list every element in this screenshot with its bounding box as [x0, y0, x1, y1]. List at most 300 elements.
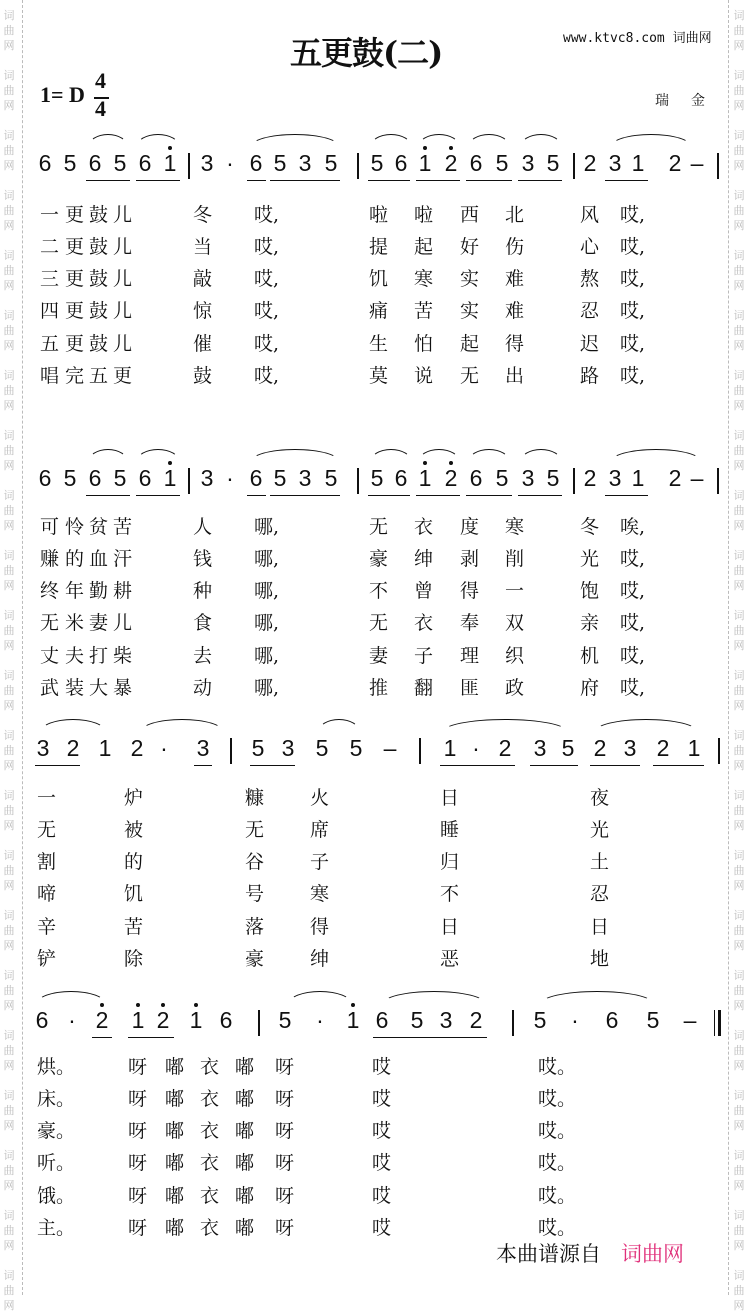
underline: [194, 765, 212, 766]
lyric: 落: [245, 916, 265, 938]
slur: [88, 449, 128, 462]
lyric: 绅: [310, 948, 330, 970]
lyric: 起: [414, 236, 434, 258]
note: 5: [278, 1007, 292, 1033]
note: 5: [273, 150, 287, 176]
lyric: 丈: [40, 645, 60, 667]
lyric: 五: [40, 333, 60, 355]
lyric: 光: [590, 819, 610, 841]
lyric: 鼓: [89, 268, 109, 290]
lyric: 翻: [414, 677, 434, 699]
key-signature: 1= D: [40, 82, 85, 107]
barline: [512, 1010, 514, 1036]
watermark-text: 词 曲 网: [733, 69, 745, 112]
lyric: 不: [440, 883, 460, 905]
underline: [86, 180, 130, 181]
slur: [88, 134, 128, 147]
note: 3: [36, 735, 50, 761]
lyric: 可: [40, 516, 60, 538]
note: 1: [631, 465, 645, 491]
watermark-text: 词 曲 网: [3, 909, 15, 952]
note: 6: [375, 1007, 389, 1033]
lyric: 得: [310, 916, 330, 938]
lyric: 哎。: [538, 1217, 577, 1239]
lyric: 伤: [505, 236, 525, 258]
lyric: 鼓: [89, 333, 109, 355]
lyric: 光: [580, 548, 600, 570]
lyric: 莫: [369, 365, 389, 387]
note: 6: [38, 465, 52, 491]
lyric: 更: [113, 365, 133, 387]
slur: [36, 991, 106, 1004]
lyric: 不: [369, 580, 389, 602]
lyric: 哎,: [620, 645, 646, 667]
barline: [718, 738, 720, 764]
note: 5: [349, 735, 363, 761]
lyric: 豪: [245, 948, 265, 970]
watermark-text: 词 曲 网: [733, 849, 745, 892]
underline: [440, 765, 515, 766]
lyric: 路: [580, 365, 600, 387]
note: 6: [394, 465, 408, 491]
lyric: 啦: [369, 204, 389, 226]
time-sig-bottom: 4: [95, 96, 106, 121]
lyric: 号: [245, 883, 265, 905]
lyric: 好: [460, 236, 480, 258]
dash: –: [383, 735, 397, 761]
lyric: 鼓: [89, 204, 109, 226]
slur: [540, 991, 654, 1004]
barline: [258, 1010, 260, 1036]
lyric: 人: [193, 516, 213, 538]
lyric: 儿: [113, 300, 133, 322]
dot: ·: [571, 1007, 579, 1033]
note: 5: [561, 735, 575, 761]
lyric: 哪,: [254, 516, 280, 538]
note: 6: [138, 465, 152, 491]
barline: [573, 468, 575, 494]
note: 1: [343, 1007, 363, 1034]
lyric: 哎,: [620, 548, 646, 570]
lyric: 装: [65, 677, 85, 699]
barline: [717, 468, 719, 494]
lyric: 得: [460, 580, 480, 602]
lyric: 哎,: [620, 268, 646, 290]
lyric: 呀: [128, 1152, 148, 1174]
lyric: 一: [505, 580, 525, 602]
lyric: 心: [580, 236, 600, 258]
dash: –: [683, 1007, 697, 1033]
lyric: 炉: [124, 787, 144, 809]
slur: [418, 449, 460, 462]
barline: [188, 468, 190, 494]
underline: [605, 495, 648, 496]
lyric: 呀: [275, 1056, 295, 1078]
dash: –: [690, 465, 704, 491]
lyric: 嘟: [165, 1120, 185, 1142]
site-url[interactable]: www.ktvc8.com 词曲网: [563, 31, 712, 46]
watermark-text: 词 曲 网: [3, 309, 15, 352]
lyric: 哎,: [620, 677, 646, 699]
watermark-text: 词 曲 网: [3, 729, 15, 772]
watermark-text: 词 曲 网: [3, 1269, 15, 1312]
lyric: 匪: [460, 677, 480, 699]
watermark-text: 词 曲 网: [733, 669, 745, 712]
note: 3: [298, 150, 312, 176]
lyric: 迟: [580, 333, 600, 355]
watermark-text: 词 曲 网: [733, 189, 745, 232]
final-barline: [714, 1010, 715, 1036]
note: 2: [498, 735, 512, 761]
watermark-text: 词 曲 网: [733, 789, 745, 832]
watermark-text: 词 曲 网: [733, 369, 745, 412]
lyric: 归: [440, 851, 460, 873]
lyric: 儿: [113, 204, 133, 226]
lyric: 哎。: [538, 1056, 577, 1078]
underline: [86, 495, 130, 496]
barline: [573, 153, 575, 179]
slur: [318, 719, 360, 732]
lyric: 种: [193, 580, 213, 602]
underline: [416, 495, 460, 496]
note: 1: [160, 465, 180, 492]
watermark-text: 词 曲 网: [3, 429, 15, 472]
lyric: 鼓: [89, 300, 109, 322]
lyric: 日: [440, 916, 460, 938]
watermark-text: 词 曲 网: [3, 9, 15, 52]
note: 5: [410, 1007, 424, 1033]
lyric: 熬: [580, 268, 600, 290]
slur: [418, 134, 460, 147]
footer-brand[interactable]: 词曲网: [621, 1242, 684, 1266]
slur: [288, 991, 352, 1004]
lyric: 哎,: [620, 236, 646, 258]
lyric: 恶: [440, 948, 460, 970]
lyric: 饥: [124, 883, 144, 905]
watermark-text: 词 曲 网: [733, 969, 745, 1012]
lyric: 四: [40, 300, 60, 322]
underline: [373, 1037, 487, 1038]
watermark-text: 词 曲 网: [3, 1029, 15, 1072]
lyric: 得: [505, 333, 525, 355]
lyric: 惊: [193, 300, 213, 322]
lyric: 豪: [369, 548, 389, 570]
watermark-text: 词 曲 网: [733, 129, 745, 172]
lyric: 儿: [113, 268, 133, 290]
dot: ·: [68, 1007, 76, 1033]
lyric: 冬: [580, 516, 600, 538]
lyric: 暴: [113, 677, 133, 699]
lyric: 火: [310, 787, 330, 809]
underline: [92, 1037, 112, 1038]
lyric: 子: [414, 645, 434, 667]
lyric: 呀: [128, 1120, 148, 1142]
watermark-text: 词 曲 网: [3, 1089, 15, 1132]
lyric: 衣: [414, 516, 434, 538]
barline: [717, 153, 719, 179]
lyric: 嘟: [235, 1152, 255, 1174]
lyric: 割: [37, 851, 57, 873]
author: 瑞金: [655, 93, 727, 109]
lyric: 衣: [414, 612, 434, 634]
lyric: 嘟: [235, 1088, 255, 1110]
underline: [247, 180, 266, 181]
underline: [416, 180, 460, 181]
underline: [247, 495, 266, 496]
lyric: 哎,: [620, 300, 646, 322]
note: 2: [469, 1007, 483, 1033]
lyric: 起: [460, 333, 480, 355]
right-border: [728, 0, 729, 1295]
note: 5: [646, 1007, 660, 1033]
underline: [605, 180, 648, 181]
lyric: 怕: [414, 333, 434, 355]
slur: [382, 991, 486, 1004]
lyric: 子: [310, 851, 330, 873]
watermark-text: 词 曲 网: [733, 489, 745, 532]
lyric: 哎,: [254, 365, 280, 387]
note: 2: [92, 1007, 112, 1034]
lyric: 哎,: [620, 204, 646, 226]
lyric: 哎,: [620, 612, 646, 634]
lyric: 实: [460, 268, 480, 290]
lyric: 嘟: [165, 1217, 185, 1239]
watermark-text: 词 曲 网: [3, 69, 15, 112]
lyric: 赚: [40, 548, 60, 570]
lyric: 催: [193, 333, 213, 355]
note: 3: [200, 150, 214, 176]
lyric: 耕: [113, 580, 133, 602]
watermark-text: 词 曲 网: [733, 549, 745, 592]
lyric: 土: [590, 851, 610, 873]
lyric: 妻: [89, 612, 109, 634]
barline: [357, 153, 359, 179]
lyric: 听。: [37, 1152, 76, 1174]
lyric: 哎。: [538, 1088, 577, 1110]
underline: [35, 765, 80, 766]
lyric: 实: [460, 300, 480, 322]
underline: [250, 765, 295, 766]
note: 1: [415, 150, 435, 177]
lyric: 忍: [590, 883, 610, 905]
watermark-text: 词 曲 网: [733, 429, 745, 472]
lyric: 除: [124, 948, 144, 970]
note: 2: [656, 735, 670, 761]
note: 6: [469, 150, 483, 176]
watermark-text: 词 曲 网: [733, 609, 745, 652]
lyric: 睡: [440, 819, 460, 841]
note: 3: [521, 465, 535, 491]
lyric: 呀: [275, 1120, 295, 1142]
note: 3: [200, 465, 214, 491]
note: 5: [370, 150, 384, 176]
underline: [466, 495, 512, 496]
note: 6: [249, 465, 263, 491]
lyric: 哪,: [254, 677, 280, 699]
note: 6: [469, 465, 483, 491]
lyric: 哎。: [538, 1152, 577, 1174]
time-sig-top: 4: [95, 68, 106, 93]
lyric: 哎。: [538, 1120, 577, 1142]
lyric: 的: [65, 548, 85, 570]
note: 5: [324, 465, 338, 491]
note: 6: [219, 1007, 233, 1033]
lyric: 衣: [200, 1185, 220, 1207]
lyric: 更: [65, 333, 85, 355]
underline: [128, 1037, 174, 1038]
lyric: 苦: [414, 300, 434, 322]
lyric: 夫: [65, 645, 85, 667]
barline: [419, 738, 421, 764]
note: 3: [281, 735, 295, 761]
note: 1: [631, 150, 645, 176]
underline: [270, 495, 340, 496]
lyric: 年: [65, 580, 85, 602]
slur: [468, 449, 510, 462]
watermark-text: 词 曲 网: [733, 909, 745, 952]
lyric: 敲: [193, 268, 213, 290]
note: 5: [324, 150, 338, 176]
note: 3: [439, 1007, 453, 1033]
slur: [136, 449, 180, 462]
lyric: 呀: [128, 1056, 148, 1078]
lyric: 地: [590, 948, 610, 970]
lyric: 哎: [372, 1217, 392, 1239]
underline: [518, 180, 562, 181]
note: 2: [441, 150, 461, 177]
watermark-text: 词 曲 网: [733, 9, 745, 52]
dot: ·: [226, 150, 234, 176]
note: 2: [668, 465, 682, 491]
lyric: 更: [65, 236, 85, 258]
lyric: 无: [40, 612, 60, 634]
lyric: 三: [40, 268, 60, 290]
underline: [136, 180, 180, 181]
watermark-text: 词 曲 网: [3, 189, 15, 232]
lyric: 度: [460, 516, 480, 538]
lyric: 哎: [372, 1185, 392, 1207]
lyric: 哎,: [254, 204, 280, 226]
lyric: 贫: [89, 516, 109, 538]
note: 2: [593, 735, 607, 761]
lyric: 绅: [414, 548, 434, 570]
lyric: 衣: [200, 1120, 220, 1142]
slur: [250, 134, 340, 147]
note: 1: [160, 150, 180, 177]
dot: ·: [472, 735, 480, 761]
lyric: 衣: [200, 1217, 220, 1239]
lyric: 哎: [372, 1088, 392, 1110]
lyric: 苦: [124, 916, 144, 938]
lyric: 嘟: [165, 1056, 185, 1078]
watermark-text: 词 曲 网: [3, 369, 15, 412]
lyric: 痛: [369, 300, 389, 322]
note: 2: [441, 465, 461, 492]
lyric: 理: [460, 645, 480, 667]
lyric: 更: [65, 204, 85, 226]
lyric: 无: [369, 516, 389, 538]
lyric: 儿: [113, 236, 133, 258]
note: 5: [63, 465, 77, 491]
lyric: 米: [65, 612, 85, 634]
note: 5: [113, 150, 127, 176]
watermark-text: 词 曲 网: [733, 1269, 745, 1312]
lyric: 寒: [310, 883, 330, 905]
lyric: 啼: [37, 883, 57, 905]
lyric: 西: [460, 204, 480, 226]
note: 5: [315, 735, 329, 761]
note: 6: [88, 150, 102, 176]
song-title: 五更鼓(二): [290, 34, 443, 72]
note: 5: [533, 1007, 547, 1033]
lyric: 嘟: [165, 1152, 185, 1174]
lyric: 哪,: [254, 548, 280, 570]
note: 6: [38, 150, 52, 176]
barline: [357, 468, 359, 494]
footer-prefix: 本曲谱源自: [496, 1242, 601, 1266]
watermark-text: 词 曲 网: [3, 1209, 15, 1252]
note: 3: [623, 735, 637, 761]
underline: [518, 495, 562, 496]
watermark-text: 词 曲 网: [3, 249, 15, 292]
barline: [230, 738, 232, 764]
lyric: 日: [440, 787, 460, 809]
lyric: 儿: [113, 333, 133, 355]
left-border: [22, 0, 23, 1295]
note: 3: [196, 735, 210, 761]
note: 6: [88, 465, 102, 491]
lyric: 哎。: [538, 1185, 577, 1207]
lyric: 哎,: [620, 365, 646, 387]
lyric: 主。: [37, 1217, 76, 1239]
watermark-text: 词 曲 网: [3, 969, 15, 1012]
note: 6: [35, 1007, 49, 1033]
lyric: 呀: [275, 1217, 295, 1239]
underline: [270, 180, 340, 181]
note: 2: [668, 150, 682, 176]
lyric: 机: [580, 645, 600, 667]
watermark-text: 词 曲 网: [733, 1029, 745, 1072]
lyric: 哎,: [620, 580, 646, 602]
lyric: 哎,: [620, 333, 646, 355]
note: 1: [186, 1007, 206, 1034]
lyric: 床。: [37, 1088, 76, 1110]
dash: –: [690, 150, 704, 176]
note: 5: [495, 150, 509, 176]
lyric: 饿。: [37, 1185, 76, 1207]
lyric: 妻: [369, 645, 389, 667]
lyric: 一: [37, 787, 57, 809]
note: 5: [273, 465, 287, 491]
note: 5: [546, 150, 560, 176]
lyric: 哪,: [254, 612, 280, 634]
note: 5: [546, 465, 560, 491]
watermark-text: 词 曲 网: [3, 849, 15, 892]
lyric: 哎,: [254, 236, 280, 258]
note: 1: [687, 735, 701, 761]
note: 1: [98, 735, 112, 761]
note: 2: [583, 465, 597, 491]
note: 1: [443, 735, 457, 761]
note: 3: [608, 150, 622, 176]
note: 2: [130, 735, 144, 761]
lyric: 难: [505, 300, 525, 322]
lyric: 出: [505, 365, 525, 387]
note: 5: [113, 465, 127, 491]
note: 2: [153, 1007, 173, 1034]
lyric: 政: [505, 677, 525, 699]
lyric: 唱: [40, 365, 60, 387]
